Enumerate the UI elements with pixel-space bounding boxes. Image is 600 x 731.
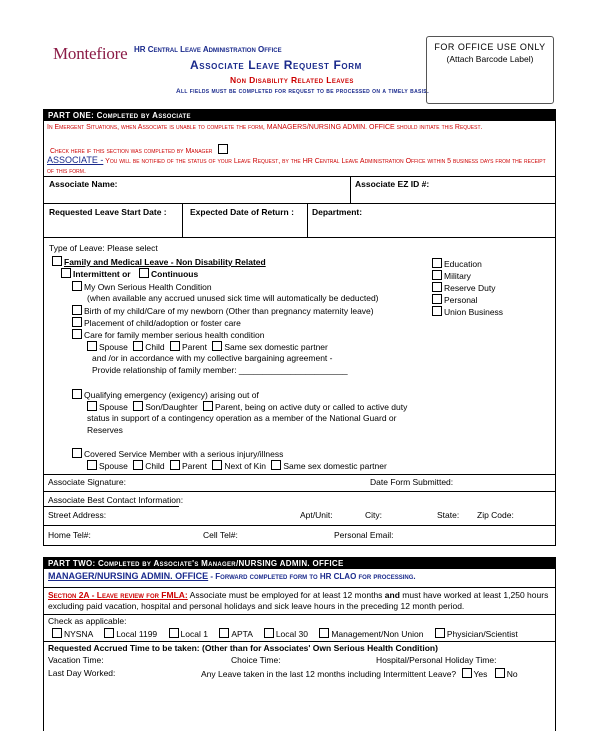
son-daughter-checkbox[interactable] [133, 401, 143, 411]
no-label: No [506, 669, 518, 679]
care-family-checkbox[interactable] [72, 329, 82, 339]
union-business-checkbox[interactable] [432, 306, 442, 316]
manager-check-row [50, 144, 230, 155]
son-daughter-label: Son/Daughter [145, 402, 198, 412]
own-health-row [72, 281, 212, 292]
associate-ez-label: Associate EZ ID #: [355, 179, 430, 189]
fml-checkbox[interactable] [52, 256, 62, 266]
barcode-label: (Attach Barcode Label) [446, 54, 534, 64]
section-2a-text3: 1,250 hours excluding paid vacation, hospital and personal holidays and sick leave hours in the preceding 12 month period. [48, 590, 549, 611]
manager-check-label: Check here if this section was completed by Manager [50, 148, 213, 155]
apt-label: Apt/Unit: [300, 510, 333, 520]
personal-label: Personal [444, 295, 478, 305]
check-applicable-label: Check as applicable: [48, 616, 127, 626]
accrued-label: Requested Accrued Time to be taken: (Other than for Associates' Own Serious Health Condition) [48, 643, 438, 653]
exigency-label: Qualifying emergency (exigency) arising out of [84, 390, 259, 400]
right-option-military [432, 270, 471, 281]
forward-text: - Forward completed form to HR CLAO for processing. [210, 572, 416, 581]
home-tel-label: Home Tel#: [48, 530, 91, 540]
right-option-reserve [432, 282, 496, 293]
last-day-label: Last Day Worked: [48, 668, 116, 678]
form-title: Associate Leave Request Form [190, 58, 362, 72]
covered-relations [87, 460, 387, 471]
yes-checkbox[interactable] [462, 668, 472, 678]
next-of-kin-checkbox[interactable] [212, 460, 222, 470]
same-sex-checkbox[interactable] [212, 341, 222, 351]
union-business-label: Union Business [444, 307, 504, 317]
continuous-label: Continuous [151, 269, 199, 279]
covered-parent-label: Parent [181, 461, 208, 471]
military-checkbox[interactable] [432, 270, 442, 280]
notify-text [47, 155, 547, 177]
yes-label: Yes [473, 669, 488, 679]
office-use-box [426, 36, 554, 104]
exigency-spouse-checkbox[interactable] [87, 401, 97, 411]
parent-checkbox[interactable] [170, 341, 180, 351]
relationship-text: Provide relationship of family member: _______________________ [92, 365, 348, 375]
covered-spouse-checkbox[interactable] [87, 460, 97, 470]
covered-checkbox[interactable] [72, 448, 82, 458]
forward-row [48, 571, 416, 581]
fml-row [52, 256, 266, 267]
care-family-row [72, 329, 264, 340]
any-leave-label: Any Leave taken in the last 12 months including Intermittent Leave? [201, 669, 457, 679]
manager-lead: MANAGER/NURSING ADMIN. OFFICE [48, 571, 209, 581]
signature-label: Associate Signature: [48, 477, 126, 487]
local1-checkbox[interactable] [169, 628, 179, 638]
birth-checkbox[interactable] [72, 305, 82, 315]
parent-label: Parent [181, 342, 208, 352]
covered-same-sex-checkbox[interactable] [271, 460, 281, 470]
covered-spouse-label: Spouse [99, 461, 128, 471]
city-label: City: [365, 510, 382, 520]
care-family-label: Care for family member serious health condition [84, 330, 265, 340]
nysna-checkbox[interactable] [52, 628, 62, 638]
nysna-label: NYSNA [64, 629, 93, 639]
local1199-label: Local 1199 [116, 629, 158, 639]
covered-parent-checkbox[interactable] [170, 460, 180, 470]
military-label: Military [444, 271, 471, 281]
right-option-personal [432, 294, 478, 305]
personal-checkbox[interactable] [432, 294, 442, 304]
placement-checkbox[interactable] [72, 317, 82, 327]
intermittent-label: Intermittent or [73, 269, 131, 279]
street-label: Street Address: [48, 510, 107, 520]
exigency-relations [87, 401, 407, 412]
exigency-spouse-label: Spouse [99, 402, 128, 412]
department-label: Department: [312, 207, 363, 217]
zip-label: Zip Code: [477, 510, 514, 520]
part-one-heading: PART ONE: Completed by Associate [44, 110, 555, 121]
active-duty-cont: status in support of a contingency operation as a member of the National Guard or [87, 413, 397, 423]
fml-label: Family and Medical Leave - Non Disability Related [64, 257, 266, 267]
montefiore-logo: Montefiore [53, 44, 128, 63]
management-label: Management/Non Union [331, 629, 424, 639]
date-submitted-label: Date Form Submitted: [370, 477, 454, 487]
covered-row [72, 448, 283, 459]
apta-label: APTA [231, 629, 253, 639]
own-health-note: (when available any accrued unused sick time will automatically be deducted) [87, 293, 379, 303]
spouse-label: Spouse [99, 342, 128, 352]
right-option-education [432, 258, 482, 269]
local1199-checkbox[interactable] [104, 628, 114, 638]
management-checkbox[interactable] [319, 628, 329, 638]
local30-checkbox[interactable] [264, 628, 274, 638]
reserve-duty-checkbox[interactable] [432, 282, 442, 292]
placement-row [72, 317, 241, 328]
section-2a-lead: Section 2A - Leave review for FMLA: [48, 590, 188, 600]
best-contact-label: Associate Best Contact Information: [48, 495, 184, 505]
start-date-label: Requested Leave Start Date : [49, 207, 167, 217]
continuous-checkbox[interactable] [139, 268, 149, 278]
section-2a-text1: Associate must be employed for at least 12 months [189, 590, 383, 600]
covered-same-sex-label: Same sex domestic partner [283, 461, 387, 471]
expected-return-label: Expected Date of Return : [190, 207, 294, 217]
hospital-label: Hospital/Personal Holiday Time: [376, 655, 497, 665]
intermittent-checkbox[interactable] [61, 268, 71, 278]
state-label: State: [437, 510, 460, 520]
hr-office-name: HR Central Leave Administration Office [134, 45, 282, 54]
exigency-checkbox[interactable] [72, 389, 82, 399]
spouse-checkbox[interactable] [87, 341, 97, 351]
placement-label: Placement of child/adoption or foster care [84, 318, 241, 328]
notify-lead: ASSOCIATE - [47, 155, 104, 165]
birth-label: Birth of my child/Care of my newborn (Other than pregnancy maternity leave) [84, 306, 374, 316]
type-of-leave-label: Type of Leave: Please select [49, 243, 158, 253]
reserve-duty-label: Reserve Duty [444, 283, 496, 293]
all-fields-note: All fields must be completed for request to be processed on a timely basis. [176, 88, 430, 95]
reserves-text: Reserves [87, 425, 123, 435]
associate-name-label: Associate Name: [49, 179, 118, 189]
any-leave-row [201, 668, 518, 679]
choice-label: Choice Time: [231, 655, 281, 665]
next-of-kin-label: Next of Kin [224, 461, 266, 471]
exigency-parent-checkbox[interactable] [203, 401, 213, 411]
physician-label: Physician/Scientist [446, 629, 518, 639]
child-checkbox[interactable] [133, 341, 143, 351]
accordance-text: and /or in accordance with my collective bargaining agreement - [92, 353, 333, 363]
intermittent-row [61, 268, 198, 279]
office-use-label: FOR OFFICE USE ONLY [434, 42, 546, 52]
covered-label: Covered Service Member with a serious injury/illness [84, 449, 284, 459]
physician-checkbox[interactable] [435, 628, 445, 638]
education-checkbox[interactable] [432, 258, 442, 268]
emergency-note: In Emergent Situations, when Associate is unable to complete the form, MANAGERS/NURSING ADMIN. OFFICE should initiate this Request. [47, 124, 483, 131]
apta-checkbox[interactable] [219, 628, 229, 638]
education-label: Education [444, 259, 482, 269]
exigency-row [72, 389, 259, 400]
union-row [52, 628, 518, 639]
covered-child-label: Child [145, 461, 165, 471]
local1-label: Local 1 [180, 629, 208, 639]
local30-label: Local 30 [275, 629, 308, 639]
section-2a [48, 590, 550, 612]
right-option-union [432, 306, 503, 317]
own-health-label: My Own Serious Health Condition [84, 282, 212, 292]
section-2a-and: and [384, 590, 400, 600]
notify-body: You will be notified of the status of your Leave Request, by the HR Central Leave Administration Office within 5 business days from the receipt of this form. [47, 158, 546, 175]
vacation-label: Vacation Time: [48, 655, 104, 665]
active-duty-label: Parent, being on active duty or called to active duty [215, 402, 408, 412]
manager-checkbox[interactable] [218, 144, 228, 154]
cell-tel-label: Cell Tel#: [203, 530, 238, 540]
section-2a-text2: must have worked at least [402, 590, 502, 600]
care-family-relations [87, 341, 328, 352]
no-checkbox[interactable] [495, 668, 505, 678]
covered-child-checkbox[interactable] [133, 460, 143, 470]
same-sex-label: Same sex domestic partner [224, 342, 328, 352]
form-subtitle: Non Disability Related Leaves [230, 75, 354, 85]
own-health-checkbox[interactable] [72, 281, 82, 291]
child-label: Child [145, 342, 165, 352]
part-two-heading: PART TWO: Completed by Associate's Manager/NURSING ADMIN. OFFICE [44, 558, 555, 569]
email-label: Personal Email: [334, 530, 394, 540]
birth-row [72, 305, 374, 316]
